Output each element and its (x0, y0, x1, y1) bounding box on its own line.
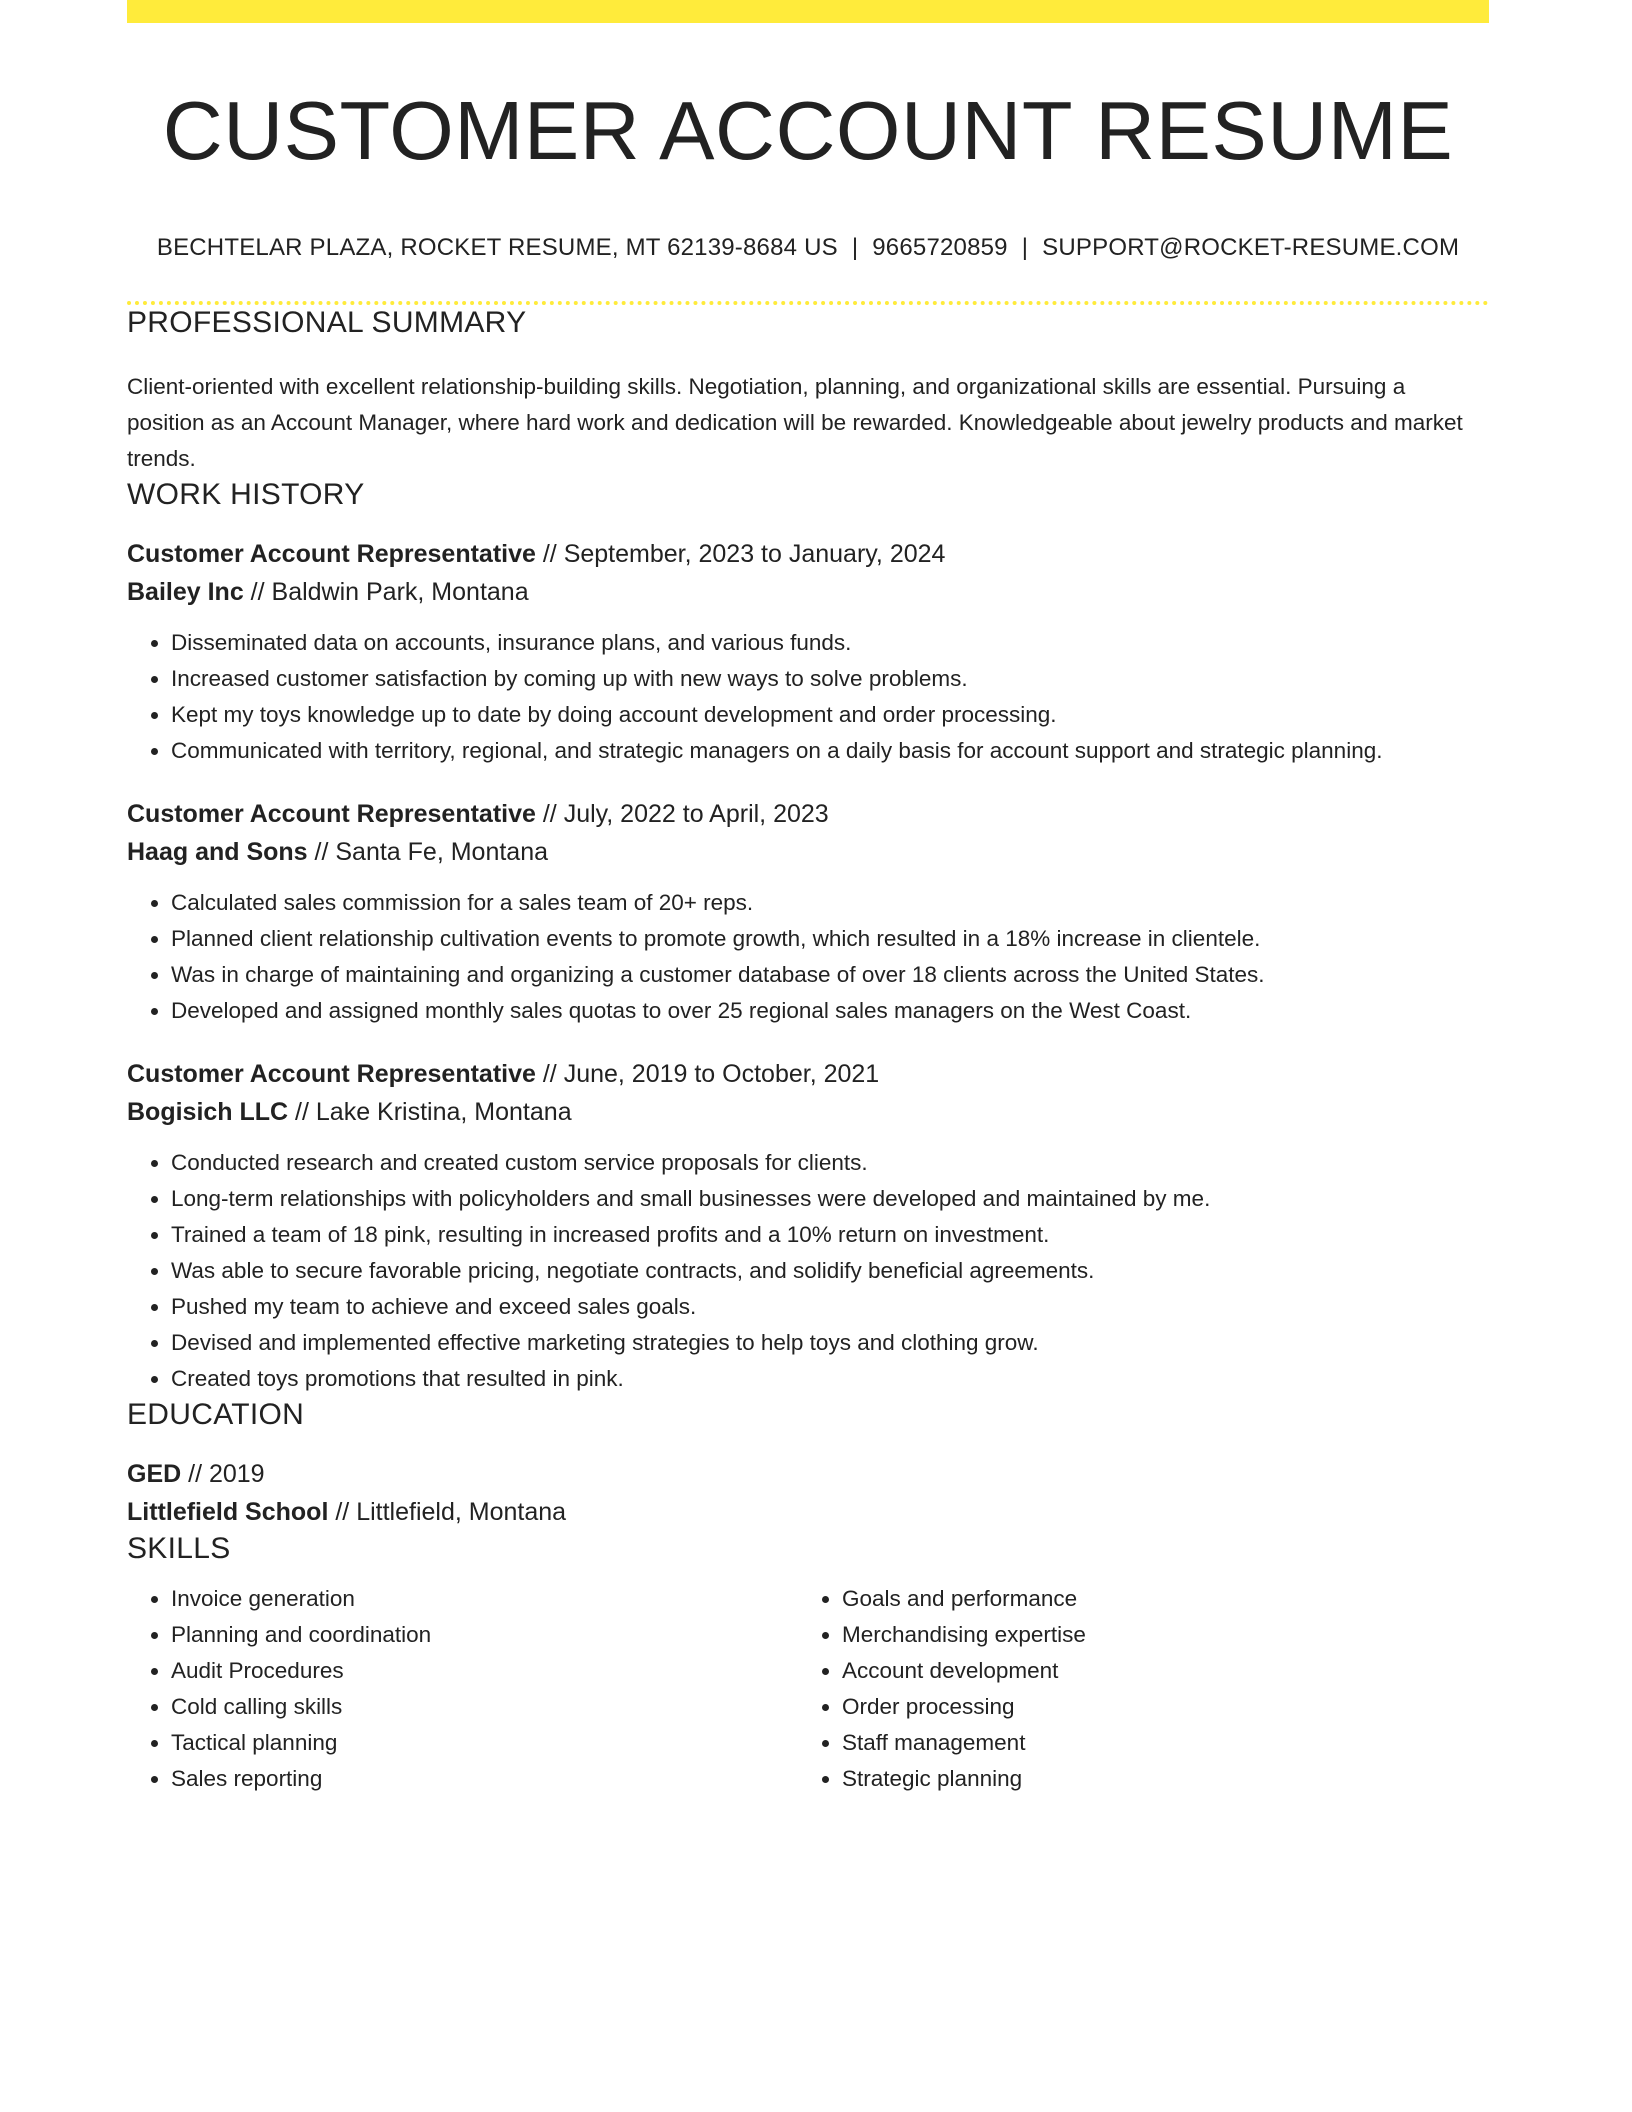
list-item: • Conducted research and created custom service proposals for clients. (171, 1145, 1489, 1181)
job-dates: // July, 2022 to April, 2023 (535, 800, 829, 829)
skill-item: • Audit Procedures (171, 1653, 798, 1689)
job-company-line (127, 573, 1489, 611)
summary-text: Client-oriented with excellent relationship-building skills. Negotiation, planning, and organizational skills are essential. Pursuing a position as an Account Manager, where hard work and dedication will be rewarded. Knowledgeable about jewelry products and market trends. (127, 374, 1463, 472)
job-company: Bogisich LLC (127, 1098, 289, 1127)
skills-list (798, 1581, 1469, 1797)
resume-title: CUSTOMER ACCOUNT RESUME (162, 84, 1454, 177)
contact-phone: 9665720859 (872, 234, 1008, 262)
contact-line (127, 234, 1489, 263)
job-entry (127, 795, 1489, 1029)
education-heading: EDUCATION (127, 1398, 305, 1432)
contact-email: SUPPORT@ROCKET-RESUME.COM (1042, 234, 1460, 262)
list-item: • Created toys promotions that resulted in pink. (171, 1361, 1489, 1397)
education-school-line (127, 1493, 1489, 1531)
skill-item: • Order processing (842, 1689, 1469, 1725)
skill-item: • Tactical planning (171, 1725, 798, 1761)
job-bullets (127, 625, 1489, 769)
list-item: • Long-term relationships with policyholders and small businesses were developed and maintained by me. (171, 1181, 1489, 1217)
job-title: Customer Account Representative (127, 1060, 536, 1089)
list-item: • Was able to secure favorable pricing, negotiate contracts, and solidify beneficial agreements. (171, 1253, 1489, 1289)
job-title-line (127, 1055, 1489, 1093)
skill-item: • Merchandising expertise (842, 1617, 1469, 1653)
skill-item: • Sales reporting (171, 1761, 798, 1797)
list-item: • Communicated with territory, regional, and strategic managers on a daily basis for account support and strategic planning. (171, 733, 1489, 769)
work-history-heading: WORK HISTORY (127, 478, 365, 512)
skills-list (127, 1581, 798, 1797)
education-school: Littlefield School (127, 1498, 329, 1527)
job-title: Customer Account Representative (127, 800, 536, 829)
skill-item: • Cold calling skills (171, 1689, 798, 1725)
skills-column-right (798, 1581, 1469, 1797)
list-item: • Planned client relationship cultivation events to promote growth, which resulted in a 18% increase in clientele. (171, 921, 1489, 957)
job-location: // Santa Fe, Montana (307, 838, 549, 867)
list-item: • Trained a team of 18 pink, resulting in increased profits and a 10% return on investment. (171, 1217, 1489, 1253)
job-entry (127, 1055, 1489, 1397)
job-company: Bailey Inc (127, 578, 244, 607)
list-item: • Kept my toys knowledge up to date by doing account development and order processing. (171, 697, 1489, 733)
skill-item: • Invoice generation (171, 1581, 798, 1617)
list-item: • Was in charge of maintaining and organizing a customer database of over 18 clients across the United States. (171, 957, 1489, 993)
job-company: Haag and Sons (127, 838, 308, 867)
job-company-line (127, 1093, 1489, 1131)
accent-top-bar (127, 0, 1489, 23)
job-title: Customer Account Representative (127, 540, 536, 569)
list-item: • Pushed my team to achieve and exceed sales goals. (171, 1289, 1489, 1325)
contact-address: BECHTELAR PLAZA, ROCKET RESUME, MT 62139-8684 US (156, 234, 838, 262)
job-bullets (127, 885, 1489, 1029)
job-dates: // September, 2023 to January, 2024 (535, 540, 946, 569)
job-entry (127, 535, 1489, 769)
education-year: // 2019 (181, 1460, 265, 1489)
skills-column-left (127, 1581, 798, 1797)
education-entry (127, 1455, 1489, 1531)
list-item: • Developed and assigned monthly sales quotas to over 25 regional sales managers on the West Coast. (171, 993, 1489, 1029)
education-location: // Littlefield, Montana (328, 1498, 567, 1527)
skills-heading: SKILLS (127, 1532, 231, 1566)
list-item: • Calculated sales commission for a sales team of 20+ reps. (171, 885, 1489, 921)
education-degree: GED (127, 1460, 182, 1489)
summary-heading: PROFESSIONAL SUMMARY (127, 306, 527, 340)
list-item: • Devised and implemented effective marketing strategies to help toys and clothing grow. (171, 1325, 1489, 1361)
contact-separator: | (1021, 234, 1029, 262)
job-title-line (127, 795, 1489, 833)
skill-item: • Strategic planning (842, 1761, 1469, 1797)
job-bullets (127, 1145, 1489, 1397)
list-item: • Increased customer satisfaction by coming up with new ways to solve problems. (171, 661, 1489, 697)
job-location: // Lake Kristina, Montana (288, 1098, 572, 1127)
resume-page (127, 0, 1489, 1797)
job-company-line (127, 833, 1489, 871)
job-title-line (127, 535, 1489, 573)
education-degree-line (127, 1455, 1489, 1493)
skill-item: • Goals and performance (842, 1581, 1469, 1617)
job-location: // Baldwin Park, Montana (243, 578, 529, 607)
list-item: • Disseminated data on accounts, insurance plans, and various funds. (171, 625, 1489, 661)
skill-item: • Planning and coordination (171, 1617, 798, 1653)
job-dates: // June, 2019 to October, 2021 (535, 1060, 880, 1089)
skill-item: • Account development (842, 1653, 1469, 1689)
skill-item: • Staff management (842, 1725, 1469, 1761)
contact-separator: | (851, 234, 859, 262)
skills-grid (127, 1581, 1489, 1797)
